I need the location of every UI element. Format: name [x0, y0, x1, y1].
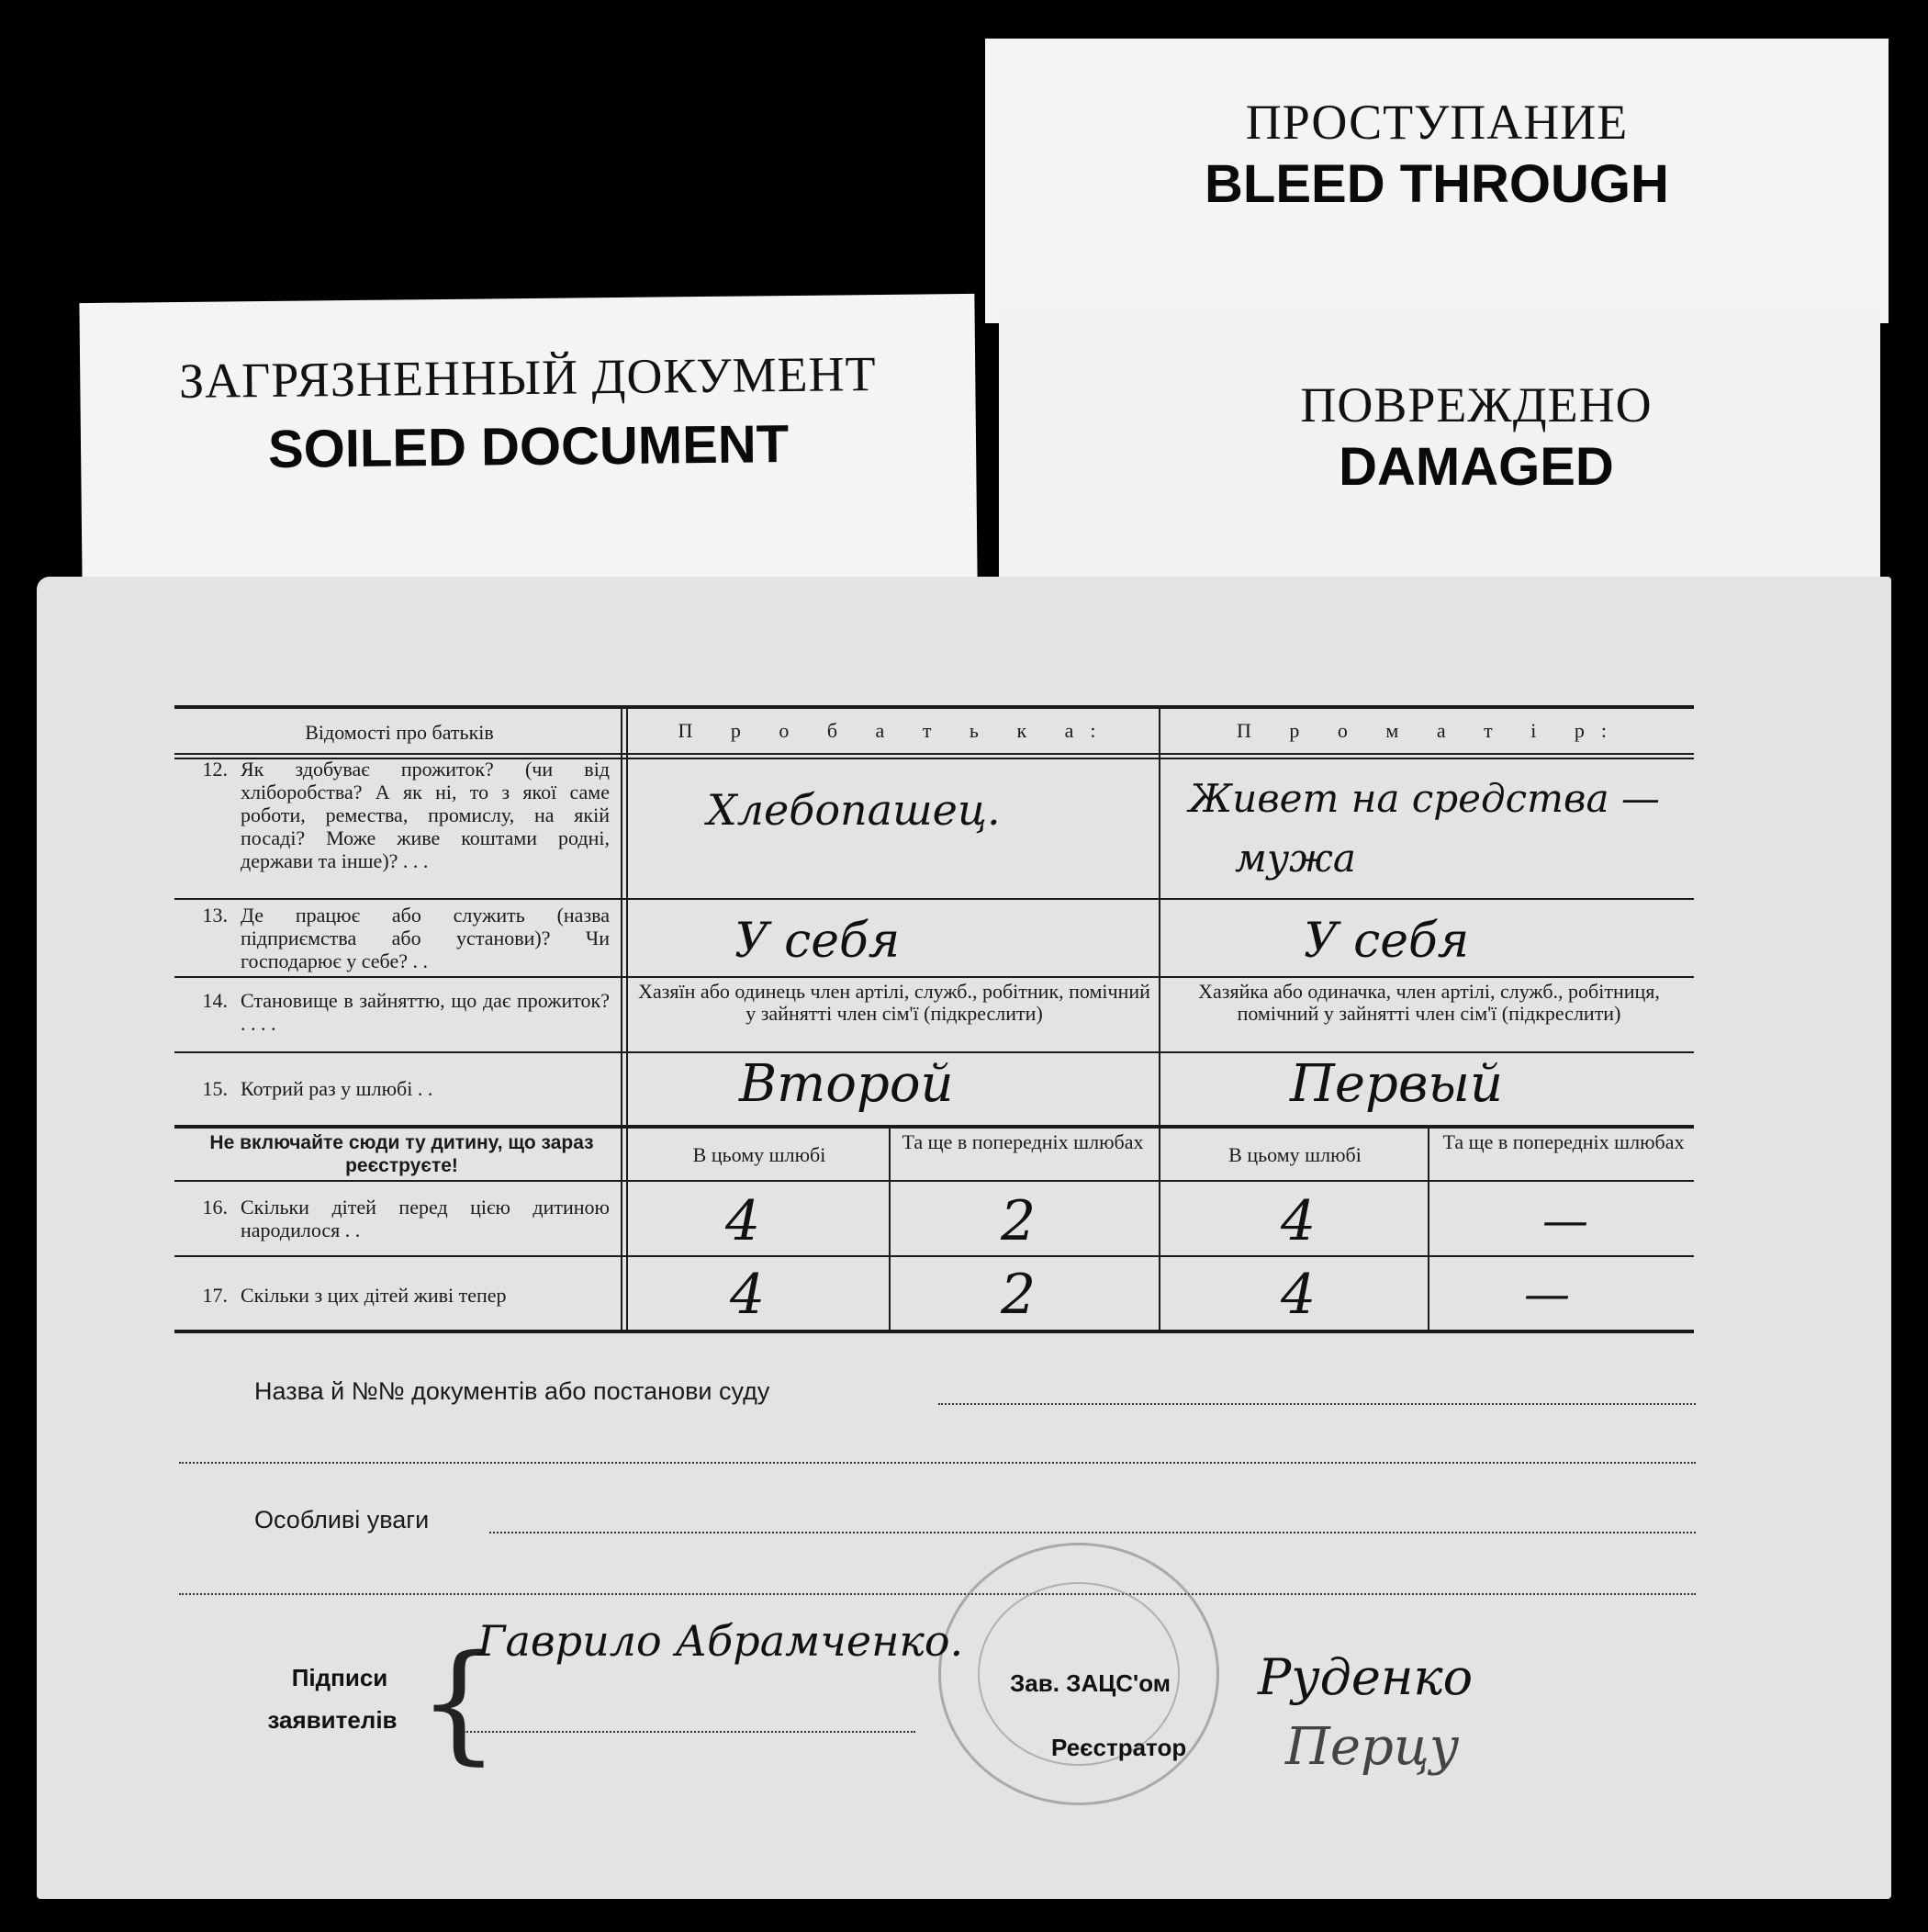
bleed-through-en: BLEED THROUGH: [1205, 154, 1669, 214]
q12-question: Як здобуває прожиток? (чи від хліборобства? А як ні, то з якої саме роботи, ремества, промислу, на якій посаді? Може живе коштами родні, держави та інше)? . . .: [241, 758, 610, 872]
father-this-marriage-header: В цьому шлюбі: [692, 1143, 826, 1166]
q15-mother-answer: Первый: [1290, 1054, 1504, 1114]
mother-previous-marriages-header: Та ще в попередніх шлюбах: [1442, 1130, 1685, 1153]
damaged-label: [999, 312, 1880, 583]
q17-question: Скільки з цих дітей живі тепер: [241, 1284, 507, 1307]
applicants-brace: {: [418, 1628, 500, 1778]
q14-mother-options: Хазяйка або одиначка, член артілі, служб., робітниця, помічний у зайнятті член сім'ї (підкреслити): [1198, 980, 1660, 1025]
q17-number: 17.: [202, 1284, 228, 1307]
q12-mother-answer-line2: мужа: [1235, 836, 1356, 881]
applicants-label-line2: заявителів: [267, 1706, 398, 1734]
documents-line-2: [179, 1462, 1696, 1464]
documents-label: Назва й №№ документів або постанови суду: [254, 1377, 770, 1405]
q16-mother-prev-value: —: [1542, 1194, 1588, 1247]
q17-mother-this-value: 4: [1281, 1263, 1317, 1327]
notes-line-1: [489, 1532, 1696, 1533]
q15-number: 15.: [202, 1077, 228, 1100]
q13-father-answer: У себя: [734, 914, 901, 969]
q12-father-answer: Хлебопашец.: [707, 785, 1001, 835]
soiled-document-en: SOILED DOCUMENT: [267, 414, 790, 479]
notes-label: Особливі уваги: [254, 1506, 430, 1533]
soiled-document-label: [79, 294, 977, 588]
damaged-ru: ПОВРЕЖДЕНО: [1300, 377, 1653, 432]
q15-father-answer: Второй: [739, 1054, 954, 1114]
header-about-father: П р о б а т ь к а:: [678, 719, 1113, 742]
q16-mother-this-value: 4: [1281, 1189, 1317, 1253]
q13-question: Де працює або служить (назва підприємства або установи)? Чи господарює у себе? . .: [241, 904, 610, 972]
q13-number: 13.: [202, 904, 228, 927]
applicants-label-line1: Підписи: [291, 1664, 388, 1691]
soiled-document-ru: ЗАГРЯЗНЕННЫЙ ДОКУМЕНТ: [178, 346, 877, 409]
header-parents-info: Відомості про батьків: [305, 721, 494, 744]
q16-father-prev-value: 2: [1001, 1189, 1037, 1253]
head-signature: Руденко: [1258, 1648, 1474, 1706]
q13-mother-answer: У себя: [1304, 914, 1470, 969]
children-exclusion-note: Не включайте сюди ту дитину, що зараз реєструєте!: [209, 1132, 594, 1176]
q16-question: Скільки дітей перед цією дитиною народилося . .: [241, 1196, 610, 1241]
header-about-mother: П р о м а т і р:: [1237, 719, 1623, 742]
q14-number: 14.: [202, 989, 228, 1012]
damaged-en: DAMAGED: [1339, 437, 1614, 497]
q17-father-prev-value: 2: [1001, 1263, 1037, 1327]
q12-mother-answer-line1: Живет на средства —: [1189, 776, 1660, 821]
bleed-through-ru: ПРОСТУПАНИЕ: [1245, 95, 1629, 150]
applicant-signature-line: [464, 1731, 915, 1733]
q16-father-this-value: 4: [725, 1189, 761, 1253]
notes-line-2: [179, 1593, 1696, 1595]
father-previous-marriages-header: Та ще в попередніх шлюбах: [902, 1130, 1144, 1153]
q12-number: 12.: [202, 758, 228, 781]
q17-mother-prev-value: —: [1524, 1267, 1570, 1320]
q16-number: 16.: [202, 1196, 228, 1219]
documents-line-1: [938, 1403, 1696, 1405]
q15-question: Котрий раз у шлюбі . .: [241, 1077, 433, 1100]
head-label: Зав. ЗАЦС'ом: [1010, 1669, 1171, 1697]
bleed-through-label: [985, 39, 1889, 323]
q17-father-this-value: 4: [730, 1263, 766, 1327]
applicant-signature: Гаврило Абрамченко.: [477, 1616, 964, 1666]
registrar-signature: Перцу: [1285, 1717, 1460, 1777]
q14-question: Становище в зайняттю, що дає прожиток? . . . .: [241, 989, 610, 1035]
mother-this-marriage-header: В цьому шлюбі: [1228, 1143, 1362, 1166]
q14-father-options: Хазяїн або одинець член артілі, служб., робітник, помічний у зайнятті член сім'ї (підкреслити): [638, 980, 1150, 1025]
registrar-label: Реєстратор: [1051, 1734, 1187, 1761]
